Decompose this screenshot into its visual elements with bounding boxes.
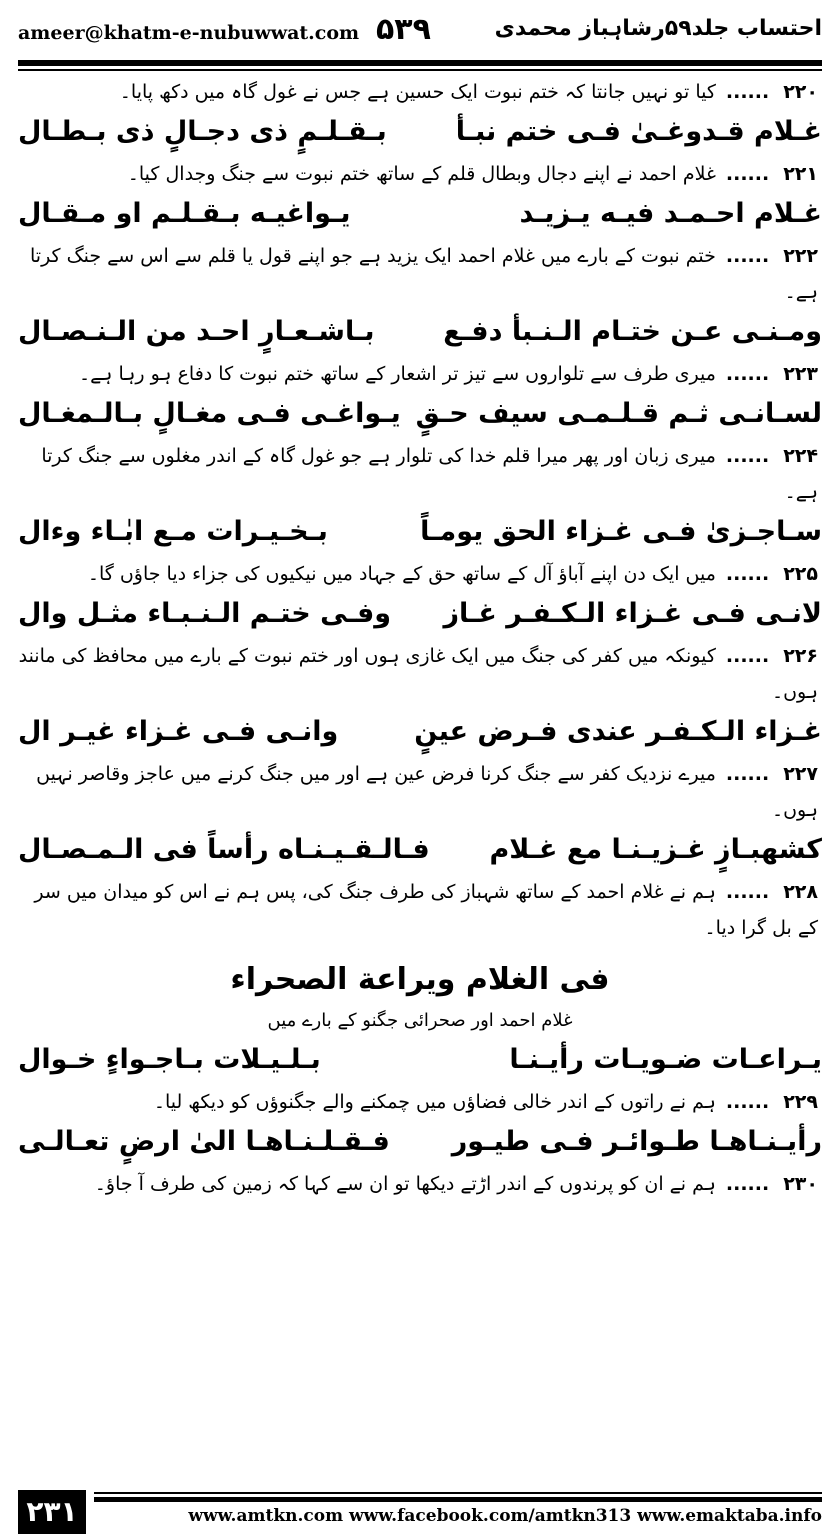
verse-second-hemistich: وفـی ختـم الـنـبـاء مثـل وال <box>18 598 392 629</box>
page-content <box>18 74 822 1202</box>
verse-second-hemistich: بـخـیـرات مـع ابٰـاء وءال <box>18 516 328 547</box>
entry-number: ۲۲۴ <box>783 445 818 467</box>
entry-220 <box>18 74 822 110</box>
translation-line: ۲۲۴......میری زبان اور پھر میرا قلم خدا کی تلوار ہے جو غول گاہ کے اندر مغلوں سے جنگ کرتا ہے۔ <box>41 445 818 503</box>
verse-first-hemistich: لانـی فـی غـزاء الـکـفـر غـاز <box>443 598 822 629</box>
verse-first-hemistich: لسـانـی ثـم قـلـمـی سیف حـقٍ <box>415 398 822 429</box>
verse-first-hemistich: سـاجـزیٰ فـی غـزاء الحق یومـاً <box>420 516 822 547</box>
entry-227 <box>18 710 822 828</box>
entry-number: ۲۲۳ <box>783 363 818 385</box>
entry-number: ۲۲۶ <box>783 645 818 667</box>
translation-line: ۲۲۷......میرے نزدیک کفر سے جنگ کرنا فرض عین ہے اور میں جنگ کرنے میں عاجز وقاصر نہیں ہوں۔ <box>36 763 818 821</box>
translation-text: میری طرف سے تلواروں سے تیز تر اشعار کے ساتھ ختم نبوت کا دفاع ہو رہا ہے۔ <box>79 363 716 385</box>
verse-line <box>18 710 822 756</box>
entry-number: ۲۲۱ <box>783 163 818 185</box>
verse-second-hemistich: یـواغیـه بـقـلـم او مـقـال <box>18 198 351 229</box>
entry-number: ۲۲۷ <box>783 763 818 785</box>
verse-line <box>18 592 822 638</box>
section-subheading: غلام احمد اور صحرائی جگنو کے بارے میں <box>267 1010 573 1031</box>
entry-221 <box>18 110 822 192</box>
verse-second-hemistich: فـالـقـیـنـاه رأساً فی الـمـصـال <box>18 834 430 865</box>
entry-225 <box>18 510 822 592</box>
translation-line: ۲۲۸......ہم نے غلام احمد کے ساتھ شہباز کی طرف جنگ کی، پس ہم نے اس کو میدان میں سر کے بل گرا دیا۔ <box>34 881 818 939</box>
verse-first-hemistich: کشهبـازٍ غـزیـنـا مع غـلام <box>489 834 822 865</box>
translation-text: ہم نے ان کو پرندوں کے اندر اڑتے دیکھا تو ان سے کہا کہ زمین کی طرف آ جاؤ۔ <box>94 1173 716 1195</box>
section-heading: فی الغلام ویراعة الصحراء <box>230 962 610 997</box>
translation-line: ۲۲۳......میری طرف سے تلواروں سے تیز تر اشعار کے ساتھ ختم نبوت کا دفاع ہو رہا ہے۔ <box>79 363 818 385</box>
verse-line <box>18 192 822 238</box>
header-page-number: ۵۳۹ <box>376 12 431 47</box>
verse-line <box>18 310 822 356</box>
verse-second-hemistich: وانـی فـی غـزاء غیـر ال <box>18 716 339 747</box>
translation-line: ۲۳۰......ہم نے ان کو پرندوں کے اندر اڑتے دیکھا تو ان سے کہا کہ زمین کی طرف آ جاؤ۔ <box>94 1173 818 1195</box>
translation-text: کیونکہ میں کفر کی جنگ میں ایک غازی ہوں اور ختم نبوت کے بارے میں محافظ کی مانند ہوں۔ <box>18 645 818 703</box>
verse-first-hemistich: ومـنـی عـن ختـام الـنـبأ دفـع <box>443 316 822 347</box>
translation-line: ۲۲۲......ختم نبوت کے بارے میں غلام احمد ایک یزید ہے جو اپنے قول یا قلم سے اس سے جنگ کرتا ہے۔ <box>30 245 818 303</box>
entry-228 <box>18 828 822 946</box>
footer-rule-thin <box>94 1492 822 1494</box>
header-rule-thin <box>18 69 822 71</box>
entry-number: ۲۲۹ <box>783 1091 818 1113</box>
verse-line <box>18 1120 822 1166</box>
verse-first-hemistich: غـلام قـدوغـیٰ فـی ختم نبـأ <box>455 116 822 147</box>
footer-links: www.amtkn.com www.facebook.com/amtkn313 www.emaktaba.info <box>188 1506 822 1526</box>
entry-222 <box>18 192 822 310</box>
verse-second-hemistich: بـلـیـلات بـاجـواءٍ خـوال <box>18 1044 321 1075</box>
verse-second-hemistich: فـقـلـنـاهـا الیٰ ارضٍ تعـالـی <box>18 1126 390 1157</box>
translation-line: ۲۲۱......غلام احمد نے اپنے دجال وبطال قلم کے ساتھ ختم نبوت سے جنگ وجدال کیا۔ <box>127 163 818 185</box>
translation-text: ہم نے راتوں کے اندر خالی فضاؤں میں چمکنے والے جگنوؤں کو دیکھ لیا۔ <box>153 1091 716 1113</box>
header-email: ameer@khatm-e-nubuwwat.com <box>18 22 360 44</box>
translation-line: ۲۲۵......میں ایک دن اپنے آباؤ آل کے ساتھ حق کے جہاد میں نیکیوں کی جزاء دیا جاؤں گا۔ <box>87 563 818 585</box>
page-header <box>18 8 822 58</box>
verse-second-hemistich: بـقـلـمٍ ذی دجـالٍ ذی بـطـال <box>18 116 387 147</box>
header-title: احتساب جلد۵۹رشاہباز محمدی <box>494 16 822 41</box>
translation-text: میرے نزدیک کفر سے جنگ کرنا فرض عین ہے اور میں جنگ کرنے میں عاجز وقاصر نہیں ہوں۔ <box>36 763 818 821</box>
verse-line <box>18 110 822 156</box>
verse-line <box>18 828 822 874</box>
translation-line: ۲۲۹......ہم نے راتوں کے اندر خالی فضاؤں میں چمکنے والے جگنوؤں کو دیکھ لیا۔ <box>153 1091 818 1113</box>
verse-line <box>18 392 822 438</box>
entry-number: ۲۲۰ <box>783 81 818 103</box>
verse-first-hemistich: یـراعـات ضـویـات رأیـنـا <box>509 1044 822 1075</box>
entry-229 <box>18 1038 822 1120</box>
translation-line: ۲۲۶......کیونکہ میں کفر کی جنگ میں ایک غازی ہوں اور ختم نبوت کے بارے میں محافظ کی مانند ہوں۔ <box>18 645 818 703</box>
book-page <box>18 0 822 1540</box>
entry-224 <box>18 392 822 510</box>
entry-number: ۲۲۲ <box>783 245 818 267</box>
translation-text: میں ایک دن اپنے آباؤ آل کے ساتھ حق کے جہاد میں نیکیوں کی جزاء دیا جاؤں گا۔ <box>87 563 716 585</box>
header-rule-thick <box>18 60 822 66</box>
entry-number: ۲۲۸ <box>783 881 818 903</box>
entry-230 <box>18 1120 822 1202</box>
verse-first-hemistich: غـزاء الـکـفـر عندی فـرض عینٍ <box>414 716 822 747</box>
translation-text: میری زبان اور پھر میرا قلم خدا کی تلوار ہے جو غول گاہ کے اندر مغلوں سے جنگ کرتا ہے۔ <box>41 445 818 503</box>
entry-226 <box>18 592 822 710</box>
footer-rule-thick <box>94 1497 822 1502</box>
verse-line <box>18 1038 822 1084</box>
entry-number: ۲۲۵ <box>783 563 818 585</box>
verse-first-hemistich: غـلام احـمـد فیـه یـزیـد <box>519 198 822 229</box>
verse-first-hemistich: رأیـنـاهـا طـوائـر فـی طیـور <box>451 1126 822 1157</box>
entry-223 <box>18 310 822 392</box>
translation-text: ہم نے غلام احمد کے ساتھ شہباز کی طرف جنگ کی، پس ہم نے اس کو میدان میں سر کے بل گرا دیا۔ <box>34 881 818 939</box>
verse-line <box>18 510 822 556</box>
translation-line: ۲۲۰......کیا تو نہیں جانتا کہ ختم نبوت ایک حسین ہے جس نے غول گاہ میں دکھ پایا۔ <box>119 81 818 103</box>
footer-page-number: ۲۳۱ <box>18 1490 86 1534</box>
translation-text: کیا تو نہیں جانتا کہ ختم نبوت ایک حسین ہے جس نے غول گاہ میں دکھ پایا۔ <box>119 81 716 103</box>
translation-text: ختم نبوت کے بارے میں غلام احمد ایک یزید ہے جو اپنے قول یا قلم سے اس سے جنگ کرتا ہے۔ <box>30 245 818 303</box>
entry-number: ۲۳۰ <box>783 1173 818 1195</box>
verse-second-hemistich: بـاشـعـارٍ احـد من الـنـصـال <box>18 316 375 347</box>
translation-text: غلام احمد نے اپنے دجال وبطال قلم کے ساتھ ختم نبوت سے جنگ وجدال کیا۔ <box>127 163 716 185</box>
section-heading-block <box>18 946 822 1038</box>
verse-second-hemistich: یـواغـی فـی مغـالٍ بـالـمغـال <box>18 398 401 429</box>
